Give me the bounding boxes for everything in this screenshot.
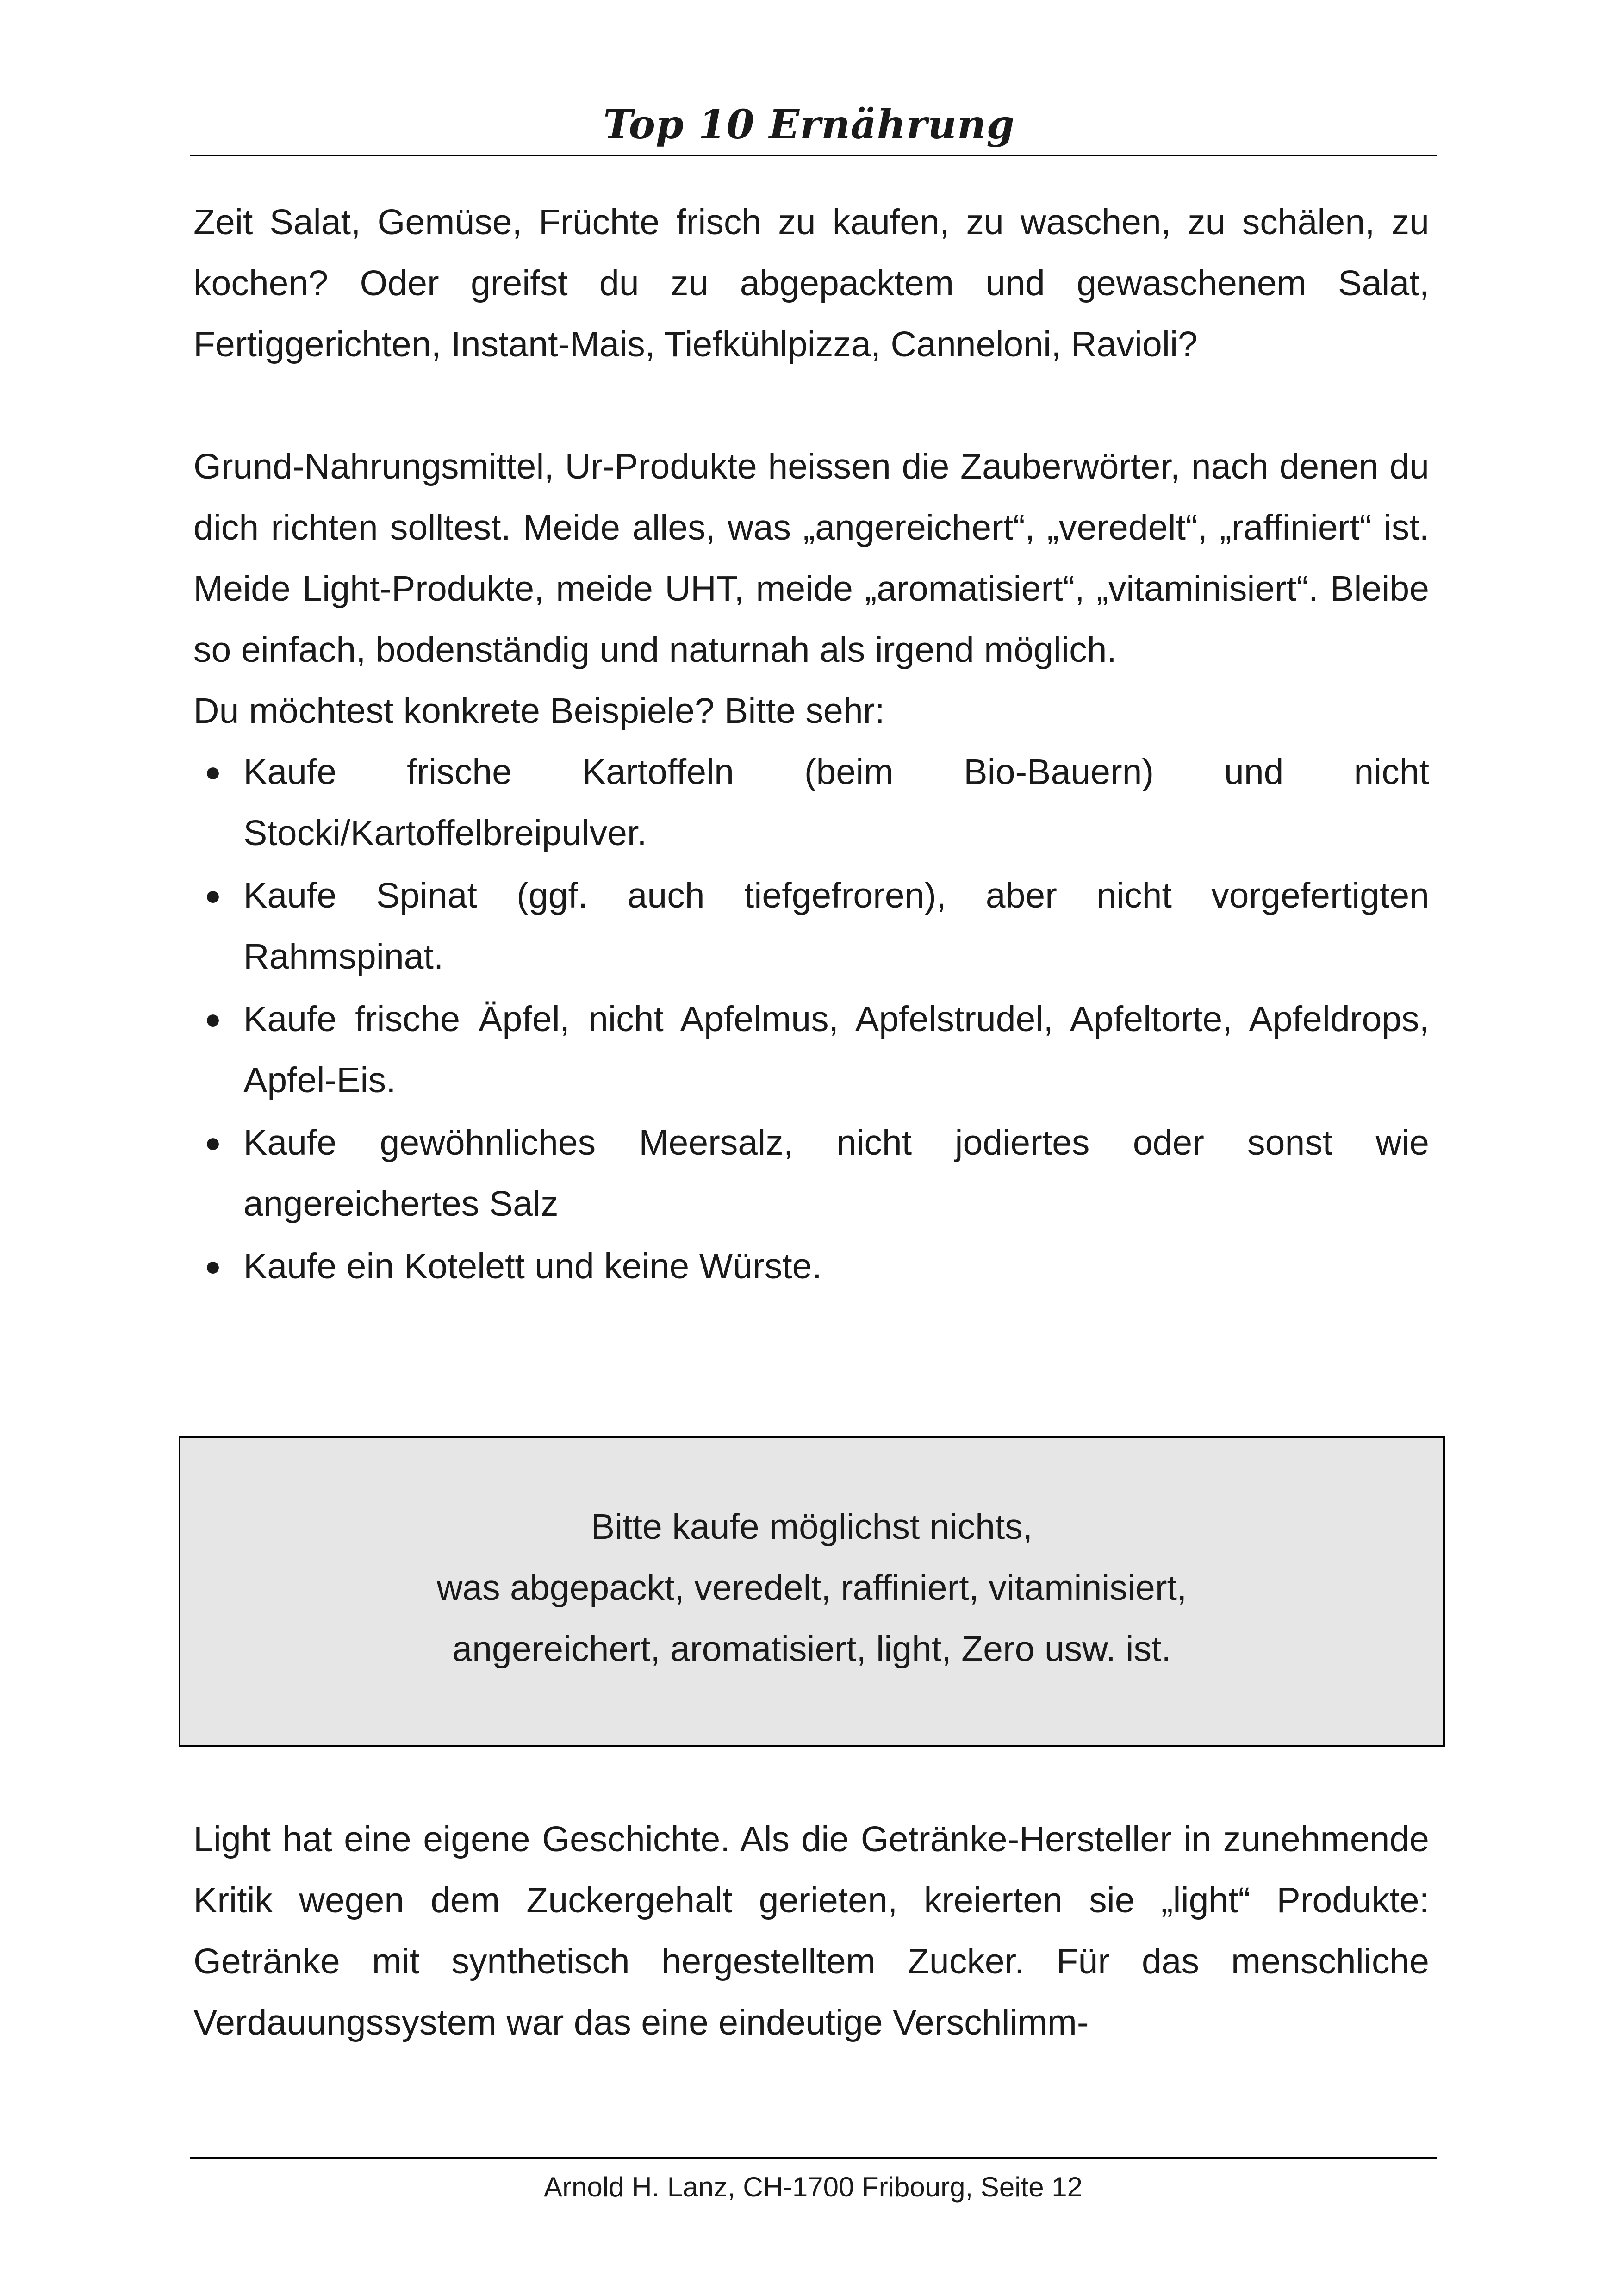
page-footer: Arnold H. Lanz, CH-1700 Fribourg, Seite 12 — [544, 2172, 1083, 2203]
list-item-text: Kaufe frische Äpfel, nicht Apfelmus, Apfelstrudel, Apfeltorte, Apfeldrops, Apfel-Eis. — [243, 999, 1429, 1100]
callout-line-1: Bitte kaufe möglichst nichts, — [591, 1507, 1033, 1547]
callout-line-2: was abgepackt, veredelt, raffiniert, vitaminisiert, — [436, 1568, 1187, 1608]
bullet-dot-icon: ● — [204, 1003, 222, 1034]
callout-box — [179, 1436, 1445, 1747]
main-text — [193, 192, 1429, 1298]
paragraph-intro: Zeit Salat, Gemüse, Früchte frisch zu kaufen, zu waschen, zu schälen, zu kochen? Oder greifst du zu abgepacktem und gewaschenem Salat, Fertiggerichten, Instant-Mais, Tiefkühlpizza, Canneloni, Ravioli? — [193, 202, 1429, 364]
footer-divider — [190, 2157, 1437, 2159]
list-item-text: Kaufe Spinat (ggf. auch tiefgefroren), aber nicht vorgefertigten Rahmspinat. — [243, 876, 1429, 977]
list-item-text: Kaufe frische Kartoffeln (beim Bio-Bauern) und nicht Stocki/Kartoffelbreipulver. — [243, 752, 1429, 853]
examples-list — [193, 741, 1429, 1297]
bullet-dot-icon: ● — [204, 756, 222, 787]
list-item — [193, 1236, 1429, 1297]
paragraph-spacer — [193, 375, 1429, 436]
main-text-continued — [193, 1809, 1429, 2053]
bullet-dot-icon: ● — [204, 880, 222, 911]
list-item — [193, 989, 1429, 1111]
callout-line-3: angereichert, aromatisiert, light, Zero usw. ist. — [452, 1629, 1171, 1669]
list-item-text: Kaufe ein Kotelett und keine Würste. — [243, 1246, 822, 1286]
list-item-text: Kaufe gewöhnliches Meersalz, nicht jodiertes oder sonst wie angereichertes Salz — [243, 1123, 1429, 1224]
page-title: Top 10 Ernährung — [603, 101, 1015, 148]
paragraph-light-history: Light hat eine eigene Geschichte. Als die Getränke-Hersteller in zunehmende Kritik wegen dem Zuckergehalt gerieten, kreierten sie „light“ Produkte: Getränke mit synthetisch hergestelltem Zucker. Für das menschliche Verdauungssystem war das eine eindeutige Verschlimm- — [193, 1819, 1429, 2042]
header-divider — [190, 155, 1437, 156]
paragraph-examples-lead: Du möchtest konkrete Beispiele? Bitte sehr: — [193, 691, 885, 731]
paragraph-ingredients: Grund-Nahrungsmittel, Ur-Produkte heissen die Zauberwörter, nach denen du dich richten solltest. Meide alles, was „angereichert“, „veredelt“, „raffiniert“ ist. Meide Light-Produkte, meide UHT, meide „aromatisiert“, „vitaminisiert“. Bleibe so einfach, bodenständig und naturnah als irgend möglich. — [193, 447, 1429, 670]
bullet-dot-icon: ● — [204, 1251, 222, 1282]
bullet-dot-icon: ● — [204, 1127, 222, 1158]
list-item — [193, 741, 1429, 864]
list-item — [193, 865, 1429, 987]
list-item — [193, 1112, 1429, 1234]
